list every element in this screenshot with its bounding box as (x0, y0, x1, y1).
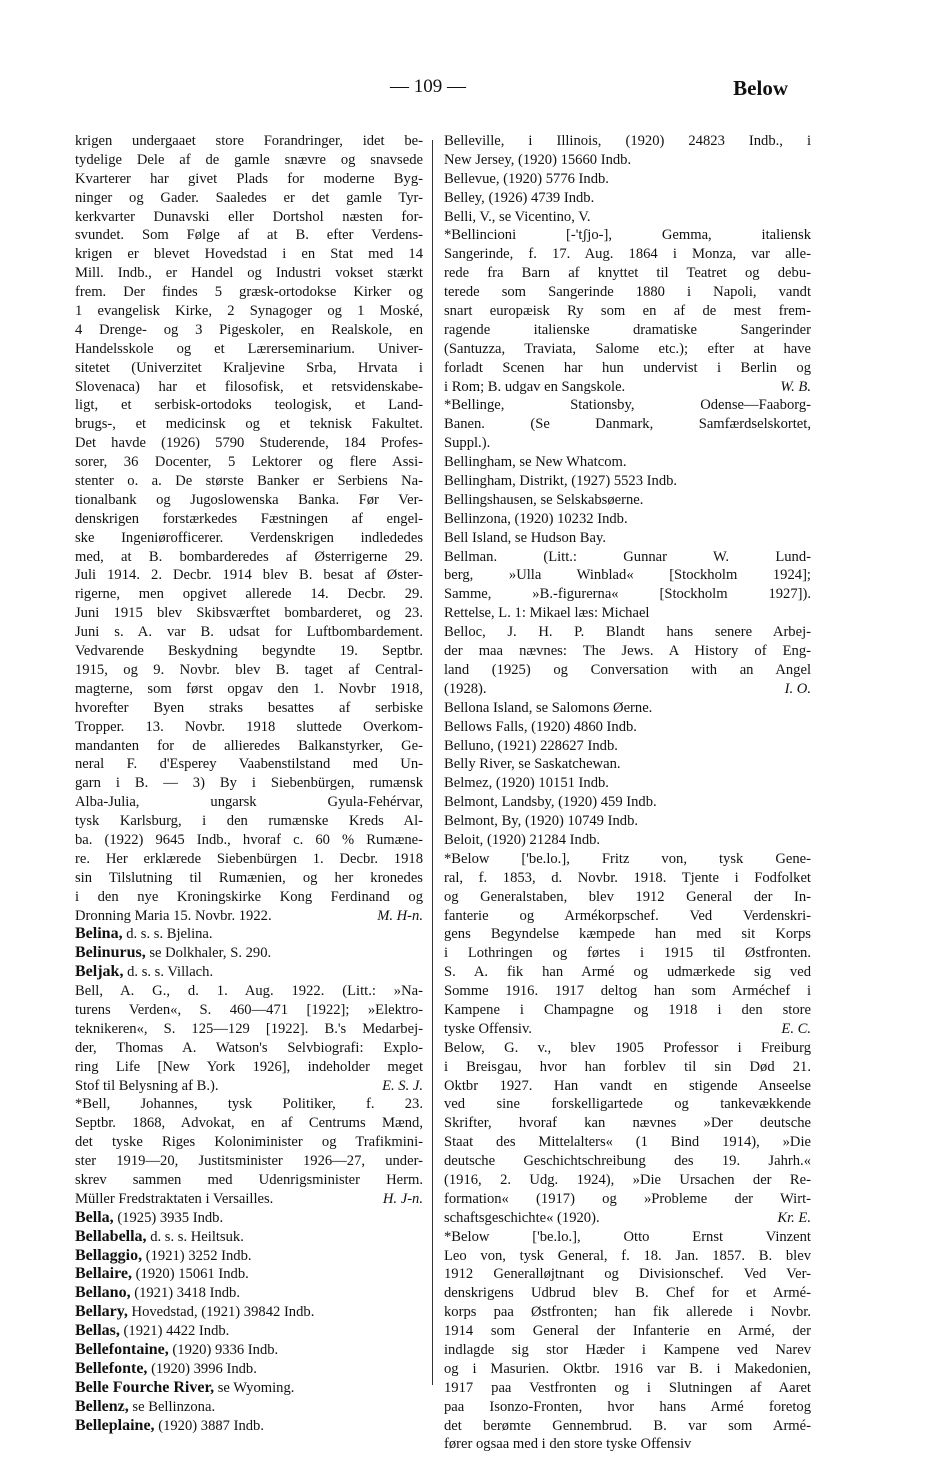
text-line (75, 1077, 423, 1096)
line-text: i Rom; B. udgav en Sangskole. (444, 378, 626, 395)
entry-headword: Bella, (75, 1208, 114, 1226)
text-line: Rettelse, L. 1: Mikael læs: Michael (444, 605, 650, 622)
entry-line (75, 1265, 423, 1284)
text-line: Banen. (Se Danmark, Samfærdselskortet, (444, 416, 811, 433)
entry-headword: Beljak, (75, 963, 124, 981)
entry-headword: Belina, (75, 925, 123, 943)
entry-headword: Bellefonte, (75, 1359, 148, 1377)
text-line: magterne, som først opgav den 1. Novbr 1918, (75, 680, 423, 697)
text-line: Belluno, (1921) 228627 Indb. (444, 737, 618, 754)
entry-headword: Belleplaine, (75, 1416, 155, 1434)
text-line: Belmez, (1920) 10151 Indb. (444, 775, 609, 792)
entry-line (75, 1341, 423, 1360)
text-line: rigerne, men opgivet allerede 14. Decbr. 29. (75, 586, 423, 603)
text-line: Belmont, Landsby, (1920) 459 Indb. (444, 794, 657, 811)
entry-text: se Bellinzona. (128, 1398, 216, 1415)
text-line: ske Ingeniørofficerer. Verdenskrigen indlededes (75, 529, 423, 546)
text-line: Beloit, (1920) 21284 Indb. (444, 831, 601, 848)
text-line: turens Verden«, S. 460—471 [1922]; »Elektro- (75, 1001, 423, 1018)
author-signature: E. C. (781, 1020, 811, 1037)
text-line: Juli 1914. 2. Decbr. 1914 blev B. besat af Øster- (75, 567, 423, 584)
text-line: ring Life [New York 1926], indeholder meget (75, 1058, 423, 1075)
text-line: ninger og Gader. Saaledes er det gamle Tyr- (75, 189, 423, 206)
text-line: Slovenaca) har et filosofisk, et retsvidenskabe- (75, 378, 423, 395)
text-line: korps paa Østfronten; han fik allerede i Novbr. (444, 1304, 811, 1321)
text-line: fanterie og Armékorpschef. Ved Verdenskri- (444, 907, 811, 924)
entry-text: (1920) 3996 Indb. (147, 1360, 257, 1377)
text-line: det berømte Gennembrud. B. var som Armé- (444, 1417, 811, 1434)
entry-line (75, 925, 423, 944)
line-text: tyske Offensiv. (444, 1020, 532, 1037)
entry-headword: Bellaggio, (75, 1246, 143, 1264)
text-line: Belly River, se Saskatchewan. (444, 756, 621, 773)
text-line: Alba-Julia, ungarsk Gyula-Fehérvar, (75, 794, 423, 811)
entry-headword: Bellary, (75, 1303, 128, 1321)
entry-text: se Wyoming. (214, 1379, 295, 1396)
text-line: det tyske Riges Koloniminister og Trafikmini- (75, 1134, 423, 1151)
text-line: og i Masurien. Oktbr. 1916 var B. i Makedonien, (444, 1360, 811, 1377)
entry-headword: Bellano, (75, 1284, 131, 1302)
text-line: Juni s. A. var B. udsat for Luftbombardement. (75, 624, 423, 641)
entry-line (75, 963, 423, 982)
text-line: i den nye Kroningskirke Kong Ferdinand og (75, 888, 423, 905)
text-line: 1 evangelisk Kirke, 2 Synagoger og 1 Moské, (75, 303, 423, 320)
entry-text: (1925) 3935 Indb. (113, 1209, 224, 1226)
text-line: kerkvarter Dunavski eller Dortshol næsten for- (75, 208, 423, 225)
text-line: *Bellincioni [-'tʃjo-], Gemma, italiensk (444, 227, 811, 244)
text-line: der maa nævnes: The Jews. A History of Eng- (444, 643, 811, 660)
entry-headword: Bellaire, (75, 1265, 133, 1283)
entry-text: d. s. s. Bjelina. (122, 926, 213, 943)
text-line: der, Thomas A. Watson's Selvbiografi: Explo- (75, 1039, 423, 1056)
text-line: Kampene i Champagne og 1918 i den store (444, 1001, 811, 1018)
text-line: snart europæisk Ry som en af de mest frem- (444, 303, 811, 320)
entry-text: (1920) 9336 Indb. (168, 1342, 279, 1358)
entry-line (75, 944, 423, 963)
line-text: (1928). (444, 680, 487, 697)
entry-headword: Bellenz, (75, 1397, 129, 1415)
text-line: Mill. Indb., er Handel og Industri vokset stærkt (75, 265, 423, 282)
text-line: re. Her erklærede Siebenbürgen 1. Decbr. 1918 (75, 850, 423, 867)
entry-line (75, 1360, 423, 1379)
text-line: tysk Karlsburg, i den rumænske Kreds Al- (75, 813, 423, 830)
text-line (444, 680, 811, 699)
text-line: gens Begyndelse kæmpede han med sit Korps (444, 926, 811, 943)
text-line: ved sine forskelligartede og tankevækkende (444, 1096, 811, 1113)
entry-line (75, 1322, 423, 1341)
text-line: indlagde sig stor Hæder i Kampene ved Narev (444, 1342, 811, 1358)
text-line: tionalbank og Jugoslowenska Banka. Før Ver- (75, 491, 423, 508)
text-line: sitetet (Univerzitet Kraljevine Srba, Hrvata i (75, 359, 423, 376)
text-line: Oktbr 1927. Han vandt en stigende Anseelse (444, 1077, 811, 1094)
author-signature: I. O. (784, 680, 811, 697)
text-line: *Bellinge, Stationsby, Odense—Faaborg- (444, 397, 811, 414)
entry-line (75, 1379, 423, 1398)
text-line: *Below ['be.lo.], Otto Ernst Vinzent (444, 1228, 811, 1245)
text-line: *Below ['be.lo.], Fritz von, tysk Gene- (444, 850, 811, 867)
author-signature: W. B. (780, 378, 811, 395)
text-line: sin Tilslutning til Rumænien, og her kronedes (75, 869, 423, 886)
text-line: terede som Sangerinde 1880 i Napoli, vandt (444, 284, 811, 301)
text-line: 1915, og 9. Novbr. blev B. taget af Central- (75, 661, 423, 678)
text-line: brugs-, et medicinsk og et teknisk Fakultet. (75, 416, 423, 433)
text-line: formation« (1917) og »Probleme der Wirt- (444, 1190, 811, 1207)
entry-line (75, 1303, 423, 1322)
text-line: Bellman. (Litt.: Gunnar W. Lund- (444, 548, 811, 565)
column-divider (432, 140, 433, 1385)
entry-text: se Dolkhaler, S. 290. (145, 945, 272, 962)
entry-text: (1920) 15061 Indb. (132, 1266, 249, 1283)
text-line: Juni 1915 blev Skibsværftet bombarderet, og 23. (75, 605, 423, 622)
page-header (0, 76, 928, 106)
text-line (444, 378, 811, 397)
entry-headword: Belinurus, (75, 944, 146, 962)
text-line: og Generalstaben, blev 1912 General der In- (444, 888, 811, 905)
entry-headword: Bellefontaine, (75, 1341, 169, 1358)
text-line: 1917 paa Vestfronten og i Slutningen af Aaret (444, 1379, 811, 1396)
entry-line (75, 1417, 423, 1436)
text-line: Bellows Falls, (1920) 4860 Indb. (444, 718, 637, 735)
entry-text: (1921) 3418 Indb. (130, 1285, 241, 1302)
text-line: Staat des Mittelalters« (1 Bind 1914), »Die (444, 1134, 811, 1151)
text-line: 1914 som General der Infanterie en Armé, der (444, 1323, 811, 1340)
text-line: S. A. fik han Armé og udmærkede sig ved (444, 964, 811, 981)
text-line: svundet. Som Følge af at B. efter Verdens- (75, 227, 423, 244)
text-line (75, 907, 423, 926)
text-line: neral F. d'Esperey Vaabenstilstand med Un- (75, 756, 423, 773)
text-line: fører ogsaa med i den store tyske Offensiv (444, 1436, 692, 1453)
text-line: paa Isonzo-Fronten, hvor hans Armé foretog (444, 1398, 811, 1415)
text-line: Septbr. 1868, Advokat, en af Centrums Mænd, (75, 1115, 423, 1132)
left-column (75, 132, 423, 1435)
entry-text: (1921) 3252 Indb. (142, 1247, 252, 1264)
text-line: Handelsskole og et Lærerseminarium. Univer- (75, 340, 423, 357)
text-line: Bellevue, (1920) 5776 Indb. (444, 170, 609, 187)
text-line: mandanten for de allieredes Balkanstyrker, Ge- (75, 737, 423, 754)
text-line: Sangerinde, f. 17. Aug. 1864 i Monza, var alle- (444, 246, 811, 263)
text-line: Bellinzona, (1920) 10232 Indb. (444, 510, 628, 527)
text-line: Samme, »B.-figurerna« [Stockholm 1927]). (444, 586, 811, 603)
text-line: deutsche Geschichtschreibung des 19. Jahrh.« (444, 1153, 811, 1170)
entry-line (75, 1247, 423, 1266)
text-line: ral, f. 1853, d. Novbr. 1918. Tjente i Fodfolket (444, 869, 811, 886)
text-line: i Lothringen og førtes i 1915 til Østfronten. (444, 945, 811, 962)
entry-line (75, 1398, 423, 1417)
line-text: Dronning Maria 15. Novbr. 1922. (75, 907, 272, 924)
text-line: Bellingshausen, se Selskabsøerne. (444, 491, 644, 508)
right-column (444, 132, 811, 1454)
text-line: Somme 1916. 1917 deltog han som Arméchef i (444, 983, 811, 1000)
line-text: Müller Fredstraktaten i Versailles. (75, 1190, 274, 1207)
text-line: Belloc, J. H. P. Blandt hans senere Arbej- (444, 624, 811, 641)
text-line: Leo von, tysk General, f. 18. Jan. 1857. B. blev (444, 1247, 811, 1264)
page-number: — 109 — (390, 76, 466, 97)
text-line: 4 Drenge- og 3 Pigeskoler, en Realskole, en (75, 321, 423, 338)
entry-headword: Bellabella, (75, 1227, 147, 1245)
text-line: Belleville, i Illinois, (1920) 24823 Indb., i (444, 133, 811, 149)
text-line: ragende italienske dramatiske Sangerinder (444, 321, 811, 338)
text-line: Bellona Island, se Salomons Øerne. (444, 699, 653, 716)
text-line: Suppl.). (444, 435, 491, 452)
entry-line (75, 1284, 423, 1303)
text-line: i Breisgau, hvor han forblev til sin Død 21. (444, 1058, 811, 1075)
entry-text: d. s. s. Villach. (123, 964, 214, 981)
text-line: krigen er blevet Hovedstad i en Stat med 14 (75, 246, 423, 263)
text-line: land (1925) og Conversation with an Angel (444, 661, 811, 678)
text-line: *Bell, Johannes, tysk Politiker, f. 23. (75, 1096, 423, 1113)
text-line: ligt, et serbisk-ortodoks teologisk, et Land- (75, 397, 423, 414)
text-line: Belley, (1926) 4739 Indb. (444, 189, 595, 206)
text-line: Bellingham, se New Whatcom. (444, 454, 627, 471)
text-line: (1916, 2. Udg. 1924), »Die Ursachen der Re- (444, 1171, 811, 1188)
text-line: denskrigens Udbrud blev B. Chef for et Armé- (444, 1285, 811, 1302)
text-line: 1912 Generalløjtnant og Divisionschef. Ved Ver- (444, 1266, 811, 1283)
entry-line (75, 1209, 423, 1228)
text-line: Bellingham, Distrikt, (1927) 5523 Indb. (444, 473, 678, 490)
author-signature: Kr. E. (777, 1209, 811, 1226)
entry-headword: Bellas, (75, 1322, 120, 1340)
text-line: sorer, 36 Docenter, 5 Lektorer og flere Assi- (75, 454, 423, 471)
text-line: New Jersey, (1920) 15660 Indb. (444, 151, 632, 168)
entry-text: Hovedstad, (1921) 39842 Indb. (127, 1304, 315, 1321)
text-line (75, 1190, 423, 1209)
text-line: Belmont, By, (1920) 10749 Indb. (444, 813, 639, 830)
text-line: Tropper. 13. Novbr. 1918 sluttede Overkom- (75, 718, 423, 735)
author-signature: E. S. J. (382, 1077, 423, 1094)
text-line: Bell, A. G., d. 1. Aug. 1922. (Litt.: »Na- (75, 983, 423, 1000)
text-line: Kvarterer har givet Plads for moderne Byg- (75, 170, 423, 187)
text-line: krigen undergaaet store Forandringer, idet be- (75, 133, 423, 149)
text-line (444, 1209, 811, 1228)
text-line: Bell Island, se Hudson Bay. (444, 529, 606, 546)
entry-line (75, 1228, 423, 1247)
text-line: (Santuzza, Traviata, Salome etc.); efter at have (444, 340, 811, 357)
text-line: Skrifter, hvoraf kan nævnes »Der deutsche (444, 1115, 811, 1132)
text-line: teknikeren«, S. 125—129 [1922]. B.'s Medarbej- (75, 1020, 423, 1037)
text-line: Belli, V., se Vicentino, V. (444, 208, 591, 225)
text-line: ba. (1922) 9645 Indb., hvoraf c. 60 % Rumæne- (75, 831, 423, 848)
text-line: hvorefter Byen straks besattes af serbiske (75, 699, 423, 716)
entry-headword: Belle Fourche River, (75, 1378, 215, 1396)
text-line: garn i B. — 3) By i Siebenbürgen, rumænsk (75, 775, 423, 792)
line-text: schaftsgeschichte« (1920). (444, 1209, 600, 1226)
text-line: frem. Der findes 5 græsk-ortodokse Kirker og (75, 284, 423, 301)
text-line: tydelige Dele af de gamle snævre og snavsede (75, 151, 423, 168)
text-line: med, at B. bombarderedes af Østerrigerne 29. (75, 548, 423, 565)
text-line: berg, »Ulla Winblad« [Stockholm 1924]; (444, 567, 811, 584)
text-line: Det havde (1926) 5790 Studerende, 184 Profes- (75, 435, 423, 452)
text-line (444, 1020, 811, 1039)
text-line: stenter o. a. De største Banker er Serbiens Na- (75, 473, 423, 490)
text-line: Below, G. v., blev 1905 Professor i Freiburg (444, 1039, 811, 1056)
line-text: Stof til Belysning af B.). (75, 1077, 219, 1094)
entry-text: d. s. s. Heiltsuk. (146, 1228, 244, 1245)
text-line: rede fra Barn af knyttet til Teatret og debu- (444, 265, 811, 282)
text-line: skrev sammen med Udenrigsminister Herm. (75, 1171, 423, 1188)
running-head: Below (733, 76, 788, 100)
text-line: Vedvarende Beskydning begyndte 19. Septbr. (75, 643, 423, 660)
text-line: denskrigen forstærkedes Fæstningen af engel- (75, 510, 423, 527)
entry-text: (1921) 4422 Indb. (119, 1323, 230, 1340)
author-signature: M. H-n. (377, 907, 423, 924)
text-line: forladt Scenen har hun undervist i Berlin og (444, 359, 811, 376)
author-signature: H. J-n. (382, 1190, 423, 1207)
text-line: ster 1919—20, Justitsminister 1926—27, under- (75, 1153, 423, 1170)
entry-text: (1920) 3887 Indb. (154, 1417, 265, 1434)
